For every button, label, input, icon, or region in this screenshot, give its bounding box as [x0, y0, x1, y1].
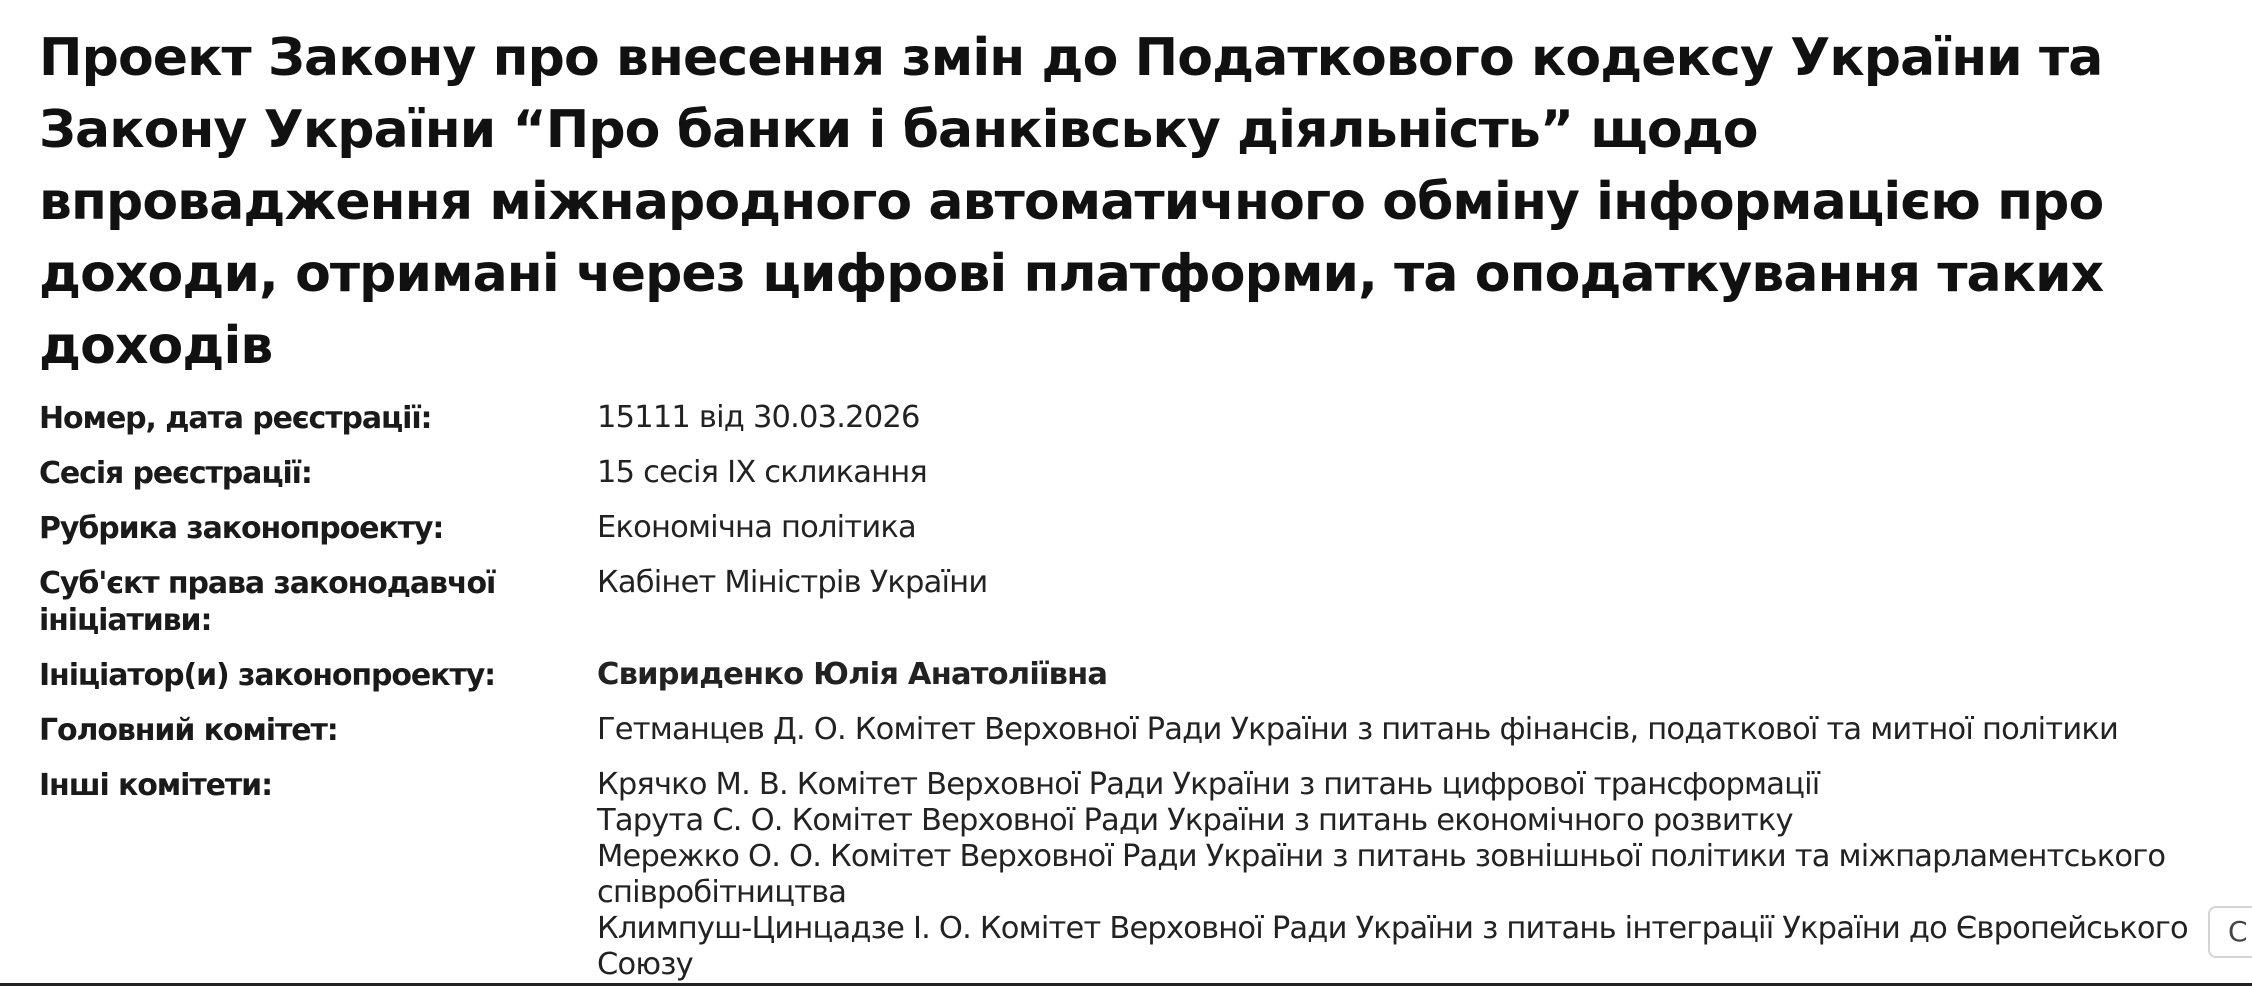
session-value: 15 сесія IX скликання: [597, 455, 927, 490]
subject-row: [39, 565, 2199, 639]
registration-row: [39, 400, 2199, 437]
rubric-value: Економічна політика: [597, 510, 916, 545]
committee-item: Крячко М. В. Комітет Верховної Ради України з питань цифрової трансформації: [597, 767, 1820, 802]
committee-item: Тарута С. О. Комітет Верховної Ради України з питань економічного розвитку: [597, 803, 1793, 838]
side-tab-button[interactable]: С: [2208, 906, 2252, 958]
main-committee-value: Гетманцев Д. О. Комітет Верховної Ради України з питань фінансів, податкової та митної політики: [597, 712, 2118, 747]
rubric-row: [39, 510, 2199, 547]
initiator-row: [39, 657, 2199, 694]
committee-item: Мережко О. О. Комітет Верховної Ради України з питань зовнішньої політики та міжпарламентського співробітництва: [597, 839, 2166, 910]
session-row: [39, 455, 2199, 492]
session-label: Сесія реєстрації:: [39, 456, 312, 491]
rubric-label: Рубрика законопроекту:: [39, 511, 444, 546]
bill-details: [39, 400, 2199, 986]
committee-item: Климпуш-Цинцадзе І. О. Комітет Верховної Ради України з питань інтеграції України до Європейського Союзу: [597, 911, 2188, 982]
bill-title: Проект Закону про внесення змін до Податкового кодексу України та Закону України “Про банки і банківську діяльність” щодо впровадження міжнародного автоматичного обміну інформацією про доходи, отримані через цифрові платформи, та оподаткування таких доходів: [39, 28, 2104, 376]
registration-label: Номер, дата реєстрації:: [39, 401, 432, 436]
other-committees-row: [39, 767, 2199, 983]
other-committees-list: [597, 767, 2199, 983]
other-committees-label: Інші комітети:: [39, 768, 272, 803]
initiator-link[interactable]: Свириденко Юлія Анатоліївна: [597, 657, 1108, 692]
subject-label: Суб'єкт права законодавчої ініціативи:: [39, 566, 496, 638]
subject-value: Кабінет Міністрів України: [597, 565, 988, 600]
main-committee-row: [39, 712, 2199, 749]
main-committee-label: Головний комітет:: [39, 713, 338, 748]
initiator-label: Ініціатор(и) законопроекту:: [39, 658, 496, 693]
registration-value: 15111 від 30.03.2026: [597, 400, 920, 435]
